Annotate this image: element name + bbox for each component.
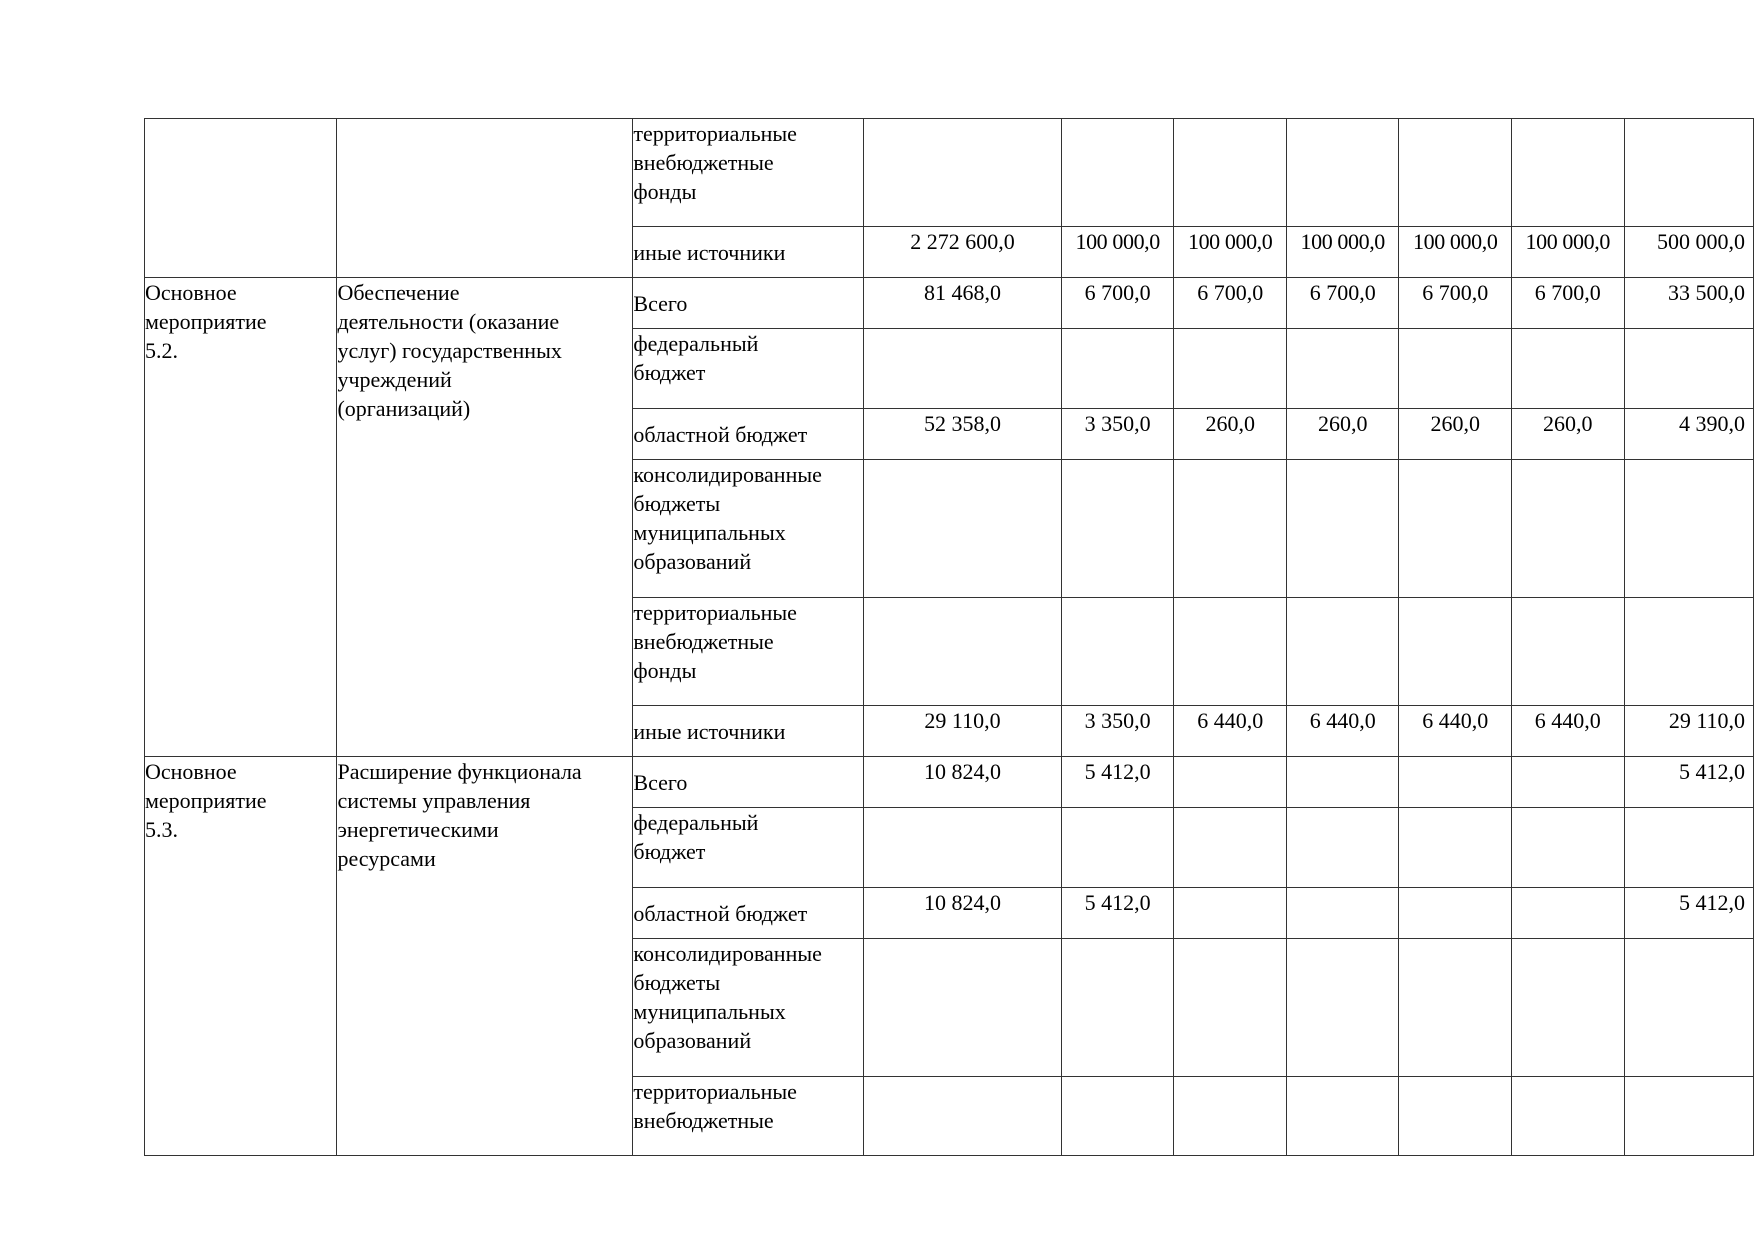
value-year — [1061, 939, 1174, 1077]
value-year — [1174, 460, 1287, 598]
funding-source: областной бюджет — [633, 409, 864, 460]
value-year — [1286, 1077, 1399, 1156]
value-year: 6 700,0 — [1174, 278, 1287, 329]
value-total — [864, 598, 1062, 706]
value-year — [1399, 808, 1512, 888]
value-year: 5 412,0 — [1061, 757, 1174, 808]
value-year: 100 000,0 — [1511, 227, 1624, 278]
value-period — [1624, 460, 1754, 598]
funding-source: территориальные внебюджетные — [633, 1077, 864, 1156]
value-year — [1174, 329, 1287, 409]
value-year: 260,0 — [1174, 409, 1287, 460]
event-name-cell-empty — [337, 119, 633, 278]
value-period: 4 390,0 — [1624, 409, 1754, 460]
value-total: 81 468,0 — [864, 278, 1062, 329]
value-total — [864, 1077, 1062, 1156]
funding-source: областной бюджет — [633, 888, 864, 939]
value-year — [1061, 329, 1174, 409]
value-year — [1399, 939, 1512, 1077]
value-year — [1511, 757, 1624, 808]
value-total: 10 824,0 — [864, 757, 1062, 808]
value-year — [1399, 757, 1512, 808]
event-name: Обеспечение деятельности (оказание услуг) государственных учреждений (организаций) — [337, 278, 633, 757]
value-year: 6 440,0 — [1399, 706, 1512, 757]
event-number: Основное мероприятие 5.2. — [145, 278, 337, 757]
value-year — [1511, 808, 1624, 888]
value-period: 5 412,0 — [1624, 888, 1754, 939]
value-total: 29 110,0 — [864, 706, 1062, 757]
value-year — [1174, 808, 1287, 888]
event-name: Расширение функционала системы управления энергетическими ресурсами — [337, 757, 633, 1156]
value-year: 260,0 — [1286, 409, 1399, 460]
value-year — [1061, 808, 1174, 888]
value-total — [864, 119, 1062, 227]
value-year: 260,0 — [1511, 409, 1624, 460]
value-year: 6 700,0 — [1286, 278, 1399, 329]
value-year: 100 000,0 — [1174, 227, 1287, 278]
funding-source: Всего — [633, 278, 864, 329]
value-year — [1061, 598, 1174, 706]
budget-table — [144, 118, 1754, 1156]
value-year — [1511, 1077, 1624, 1156]
value-total: 52 358,0 — [864, 409, 1062, 460]
value-year: 6 440,0 — [1286, 706, 1399, 757]
value-year: 6 700,0 — [1399, 278, 1512, 329]
value-total: 2 272 600,0 — [864, 227, 1062, 278]
funding-source: консолидированные бюджеты муниципальных образований — [633, 939, 864, 1077]
funding-source: иные источники — [633, 706, 864, 757]
value-year — [1174, 757, 1287, 808]
value-year — [1286, 757, 1399, 808]
funding-source: Всего — [633, 757, 864, 808]
value-year — [1286, 119, 1399, 227]
value-year — [1061, 1077, 1174, 1156]
value-year — [1399, 888, 1512, 939]
value-year — [1174, 888, 1287, 939]
value-year — [1511, 888, 1624, 939]
value-year — [1286, 888, 1399, 939]
value-year — [1061, 460, 1174, 598]
value-total: 10 824,0 — [864, 888, 1062, 939]
value-year: 5 412,0 — [1061, 888, 1174, 939]
funding-source: федеральный бюджет — [633, 808, 864, 888]
value-year: 6 440,0 — [1511, 706, 1624, 757]
value-year — [1511, 598, 1624, 706]
value-year — [1399, 329, 1512, 409]
value-period — [1624, 329, 1754, 409]
value-year — [1286, 808, 1399, 888]
table-row — [145, 119, 1754, 227]
funding-source: федеральный бюджет — [633, 329, 864, 409]
value-year — [1399, 1077, 1512, 1156]
value-period — [1624, 808, 1754, 888]
table-row — [145, 278, 1754, 329]
value-total — [864, 808, 1062, 888]
value-year — [1174, 939, 1287, 1077]
value-year: 6 440,0 — [1174, 706, 1287, 757]
value-year — [1399, 119, 1512, 227]
value-year: 6 700,0 — [1061, 278, 1174, 329]
value-year: 260,0 — [1399, 409, 1512, 460]
value-year — [1286, 329, 1399, 409]
value-year — [1511, 329, 1624, 409]
value-year — [1286, 939, 1399, 1077]
value-period: 33 500,0 — [1624, 278, 1754, 329]
value-period: 5 412,0 — [1624, 757, 1754, 808]
value-year — [1399, 460, 1512, 598]
value-total — [864, 460, 1062, 598]
value-year — [1286, 460, 1399, 598]
value-year — [1511, 460, 1624, 598]
value-period — [1624, 598, 1754, 706]
value-year — [1286, 598, 1399, 706]
value-year: 100 000,0 — [1286, 227, 1399, 278]
funding-source: территориальные внебюджетные фонды — [633, 598, 864, 706]
value-year — [1399, 598, 1512, 706]
value-total — [864, 329, 1062, 409]
value-year — [1174, 1077, 1287, 1156]
value-year: 100 000,0 — [1061, 227, 1174, 278]
value-year — [1174, 119, 1287, 227]
value-period — [1624, 1077, 1754, 1156]
value-year: 6 700,0 — [1511, 278, 1624, 329]
table-row — [145, 757, 1754, 808]
funding-source: иные источники — [633, 227, 864, 278]
value-year — [1511, 939, 1624, 1077]
event-cell-empty — [145, 119, 337, 278]
value-year — [1174, 598, 1287, 706]
value-year: 3 350,0 — [1061, 409, 1174, 460]
value-period — [1624, 119, 1754, 227]
value-year: 100 000,0 — [1399, 227, 1512, 278]
event-number: Основное мероприятие 5.3. — [145, 757, 337, 1156]
funding-source: территориальные внебюджетные фонды — [633, 119, 864, 227]
value-period — [1624, 939, 1754, 1077]
value-year — [1511, 119, 1624, 227]
value-period: 500 000,0 — [1624, 227, 1754, 278]
value-period: 29 110,0 — [1624, 706, 1754, 757]
funding-source: консолидированные бюджеты муниципальных образований — [633, 460, 864, 598]
value-year: 3 350,0 — [1061, 706, 1174, 757]
value-year — [1061, 119, 1174, 227]
value-total — [864, 939, 1062, 1077]
